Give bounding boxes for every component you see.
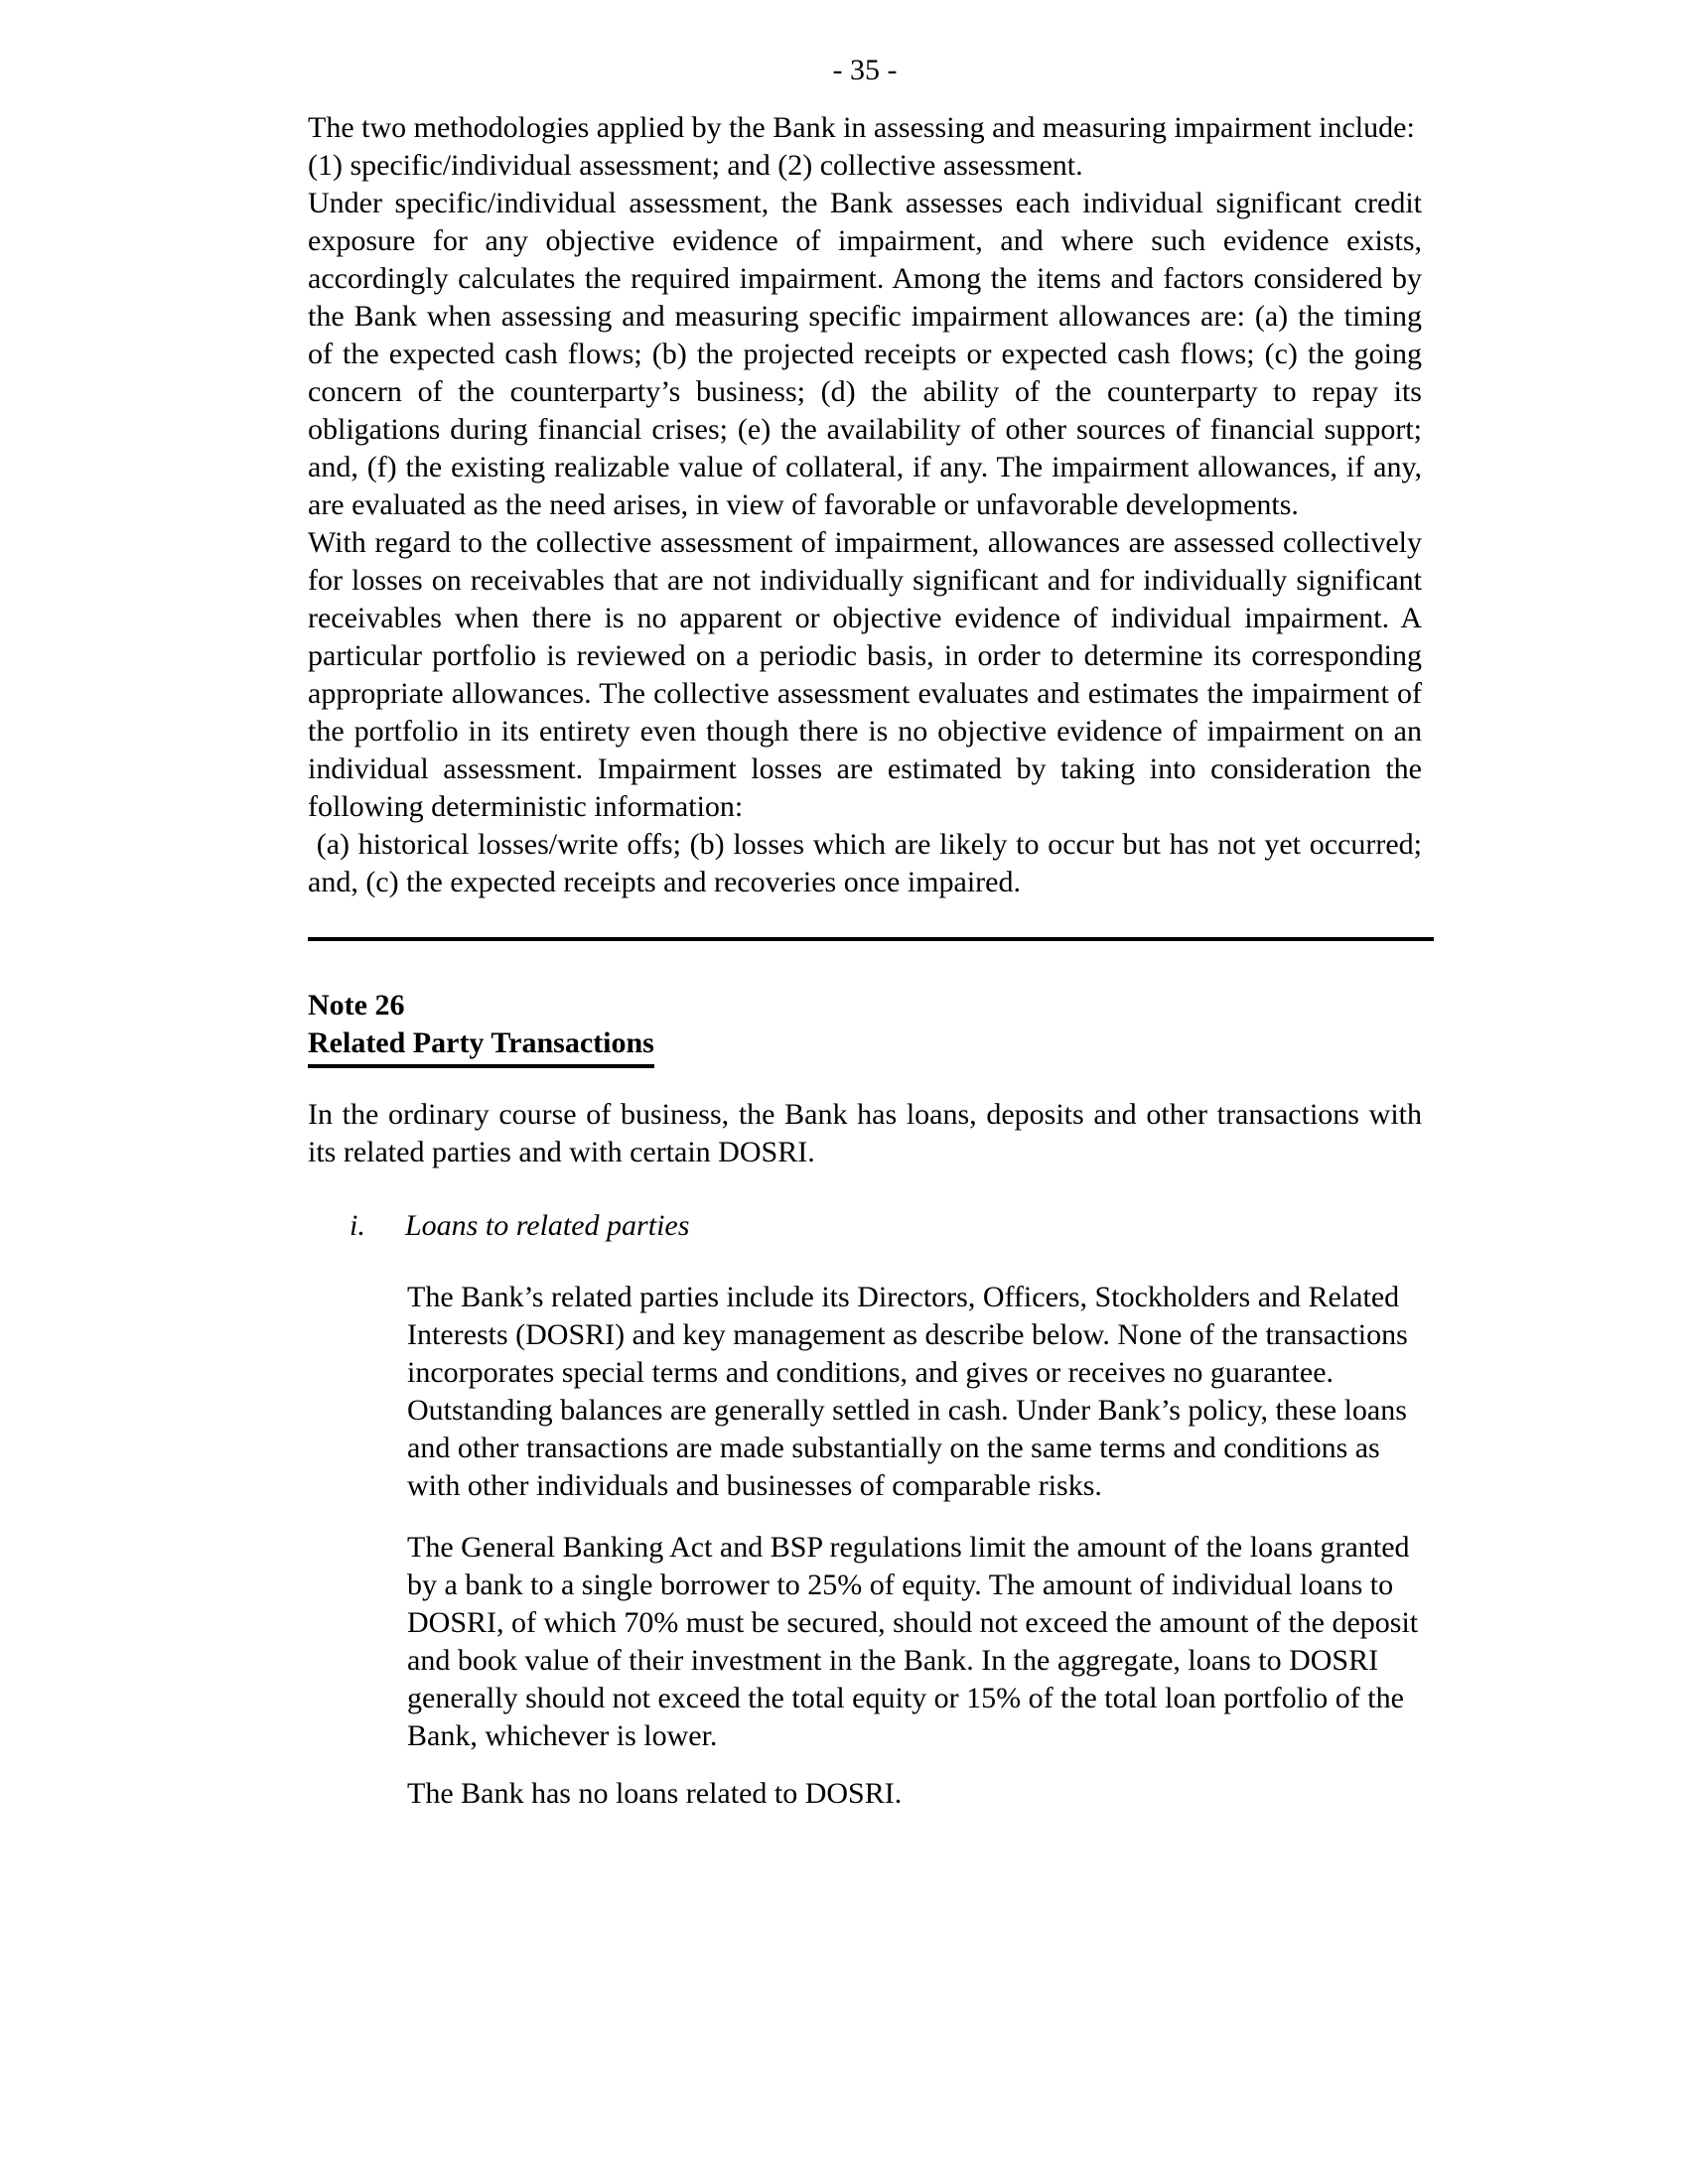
paragraph-specific-assessment: Under specific/individual assessment, the Bank assesses each individual significant credit exposure for any objective evidence of impairment, and where such evidence exists, accordingly calculates the required impairment. Among the items and factors considered by the Bank when assessing and measuring specific impairment allowances are: (a) the timing of the expected cash flows; (b) the projected receipts or expected cash flows; (c) the going concern of the counterparty’s business; (d) the ability of the counterparty to repay its obligations during financial crises; (e) the availability of other sources of financial support; and, (f) the existing realizable value of collateral, if any. The impairment allowances, if any, are evaluated as the need arises, in view of favorable or unfavorable developments.: [308, 187, 1422, 521]
paragraph-related-parties-description: The Bank’s related parties include its Directors, Officers, Stockholders and Related Interests (DOSRI) and key management as describe below. None of the transactions incorporates special terms and conditions, and gives or receives no guarantee. Outstanding balances are generally settled in cash. Under Bank’s policy, these loans and other transactions are made substantially on the same terms and conditions as with other individuals and businesses of comparable risks.: [407, 1281, 1408, 1502]
list-marker: i.: [350, 1209, 365, 1242]
section-divider: [308, 937, 1434, 941]
collective-assessment-text: With regard to the collective assessment of impairment, allowances are assessed collectively for losses on receivables that are not individually significant and for individually significant receivables when there is no apparent or objective evidence of individual impairment. A particular portfolio is reviewed on a periodic basis, in order to determine its corresponding appropriate allowances. The collective assessment evaluates and estimates the impairment of the portfolio in its entirety even though there is no objective evidence of impairment on an individual assessment. Impairment losses are estimated by taking into consideration the following deterministic information:: [308, 526, 1422, 823]
list-item-loans-to-related-parties: [350, 1207, 1422, 1245]
list-item-title: Loans to related parties: [405, 1209, 690, 1242]
paragraph-methodologies-intro: The two methodologies applied by the Bank in assessing and measuring impairment include:: [308, 111, 1415, 144]
paragraph-assessment-types: (1) specific/individual assessment; and (2) collective assessment.: [308, 149, 1083, 182]
collective-assessment-list: (a) historical losses/write offs; (b) losses which are likely to occur but has not yet occurred; and, (c) the expected receipts and recoveries once impaired.: [308, 828, 1422, 898]
note-number: Note 26: [308, 989, 405, 1022]
page-number: - 35 -: [832, 54, 898, 86]
indented-text-block: [407, 1279, 1422, 1813]
note-heading: [308, 987, 1422, 1068]
paragraph-no-dosri-loans: The Bank has no loans related to DOSRI.: [407, 1777, 903, 1810]
paragraph-general-banking-act: The General Banking Act and BSP regulations limit the amount of the loans granted by a bank to a single borrower to 25% of equity. The amount of individual loans to DOSRI, of which 70% must be secured, should not exceed the amount of the deposit and book value of their investment in the Bank. In the aggregate, loans to DOSRI generally should not exceed the total equity or 15% of the total loan portfolio of the Bank, whichever is lower.: [407, 1531, 1419, 1752]
note-title: Related Party Transactions: [308, 1024, 654, 1068]
paragraph-collective-assessment: [308, 524, 1422, 901]
paragraph-note26-intro: In the ordinary course of business, the Bank has loans, deposits and other transactions with its related parties and with certain DOSRI.: [308, 1098, 1422, 1168]
